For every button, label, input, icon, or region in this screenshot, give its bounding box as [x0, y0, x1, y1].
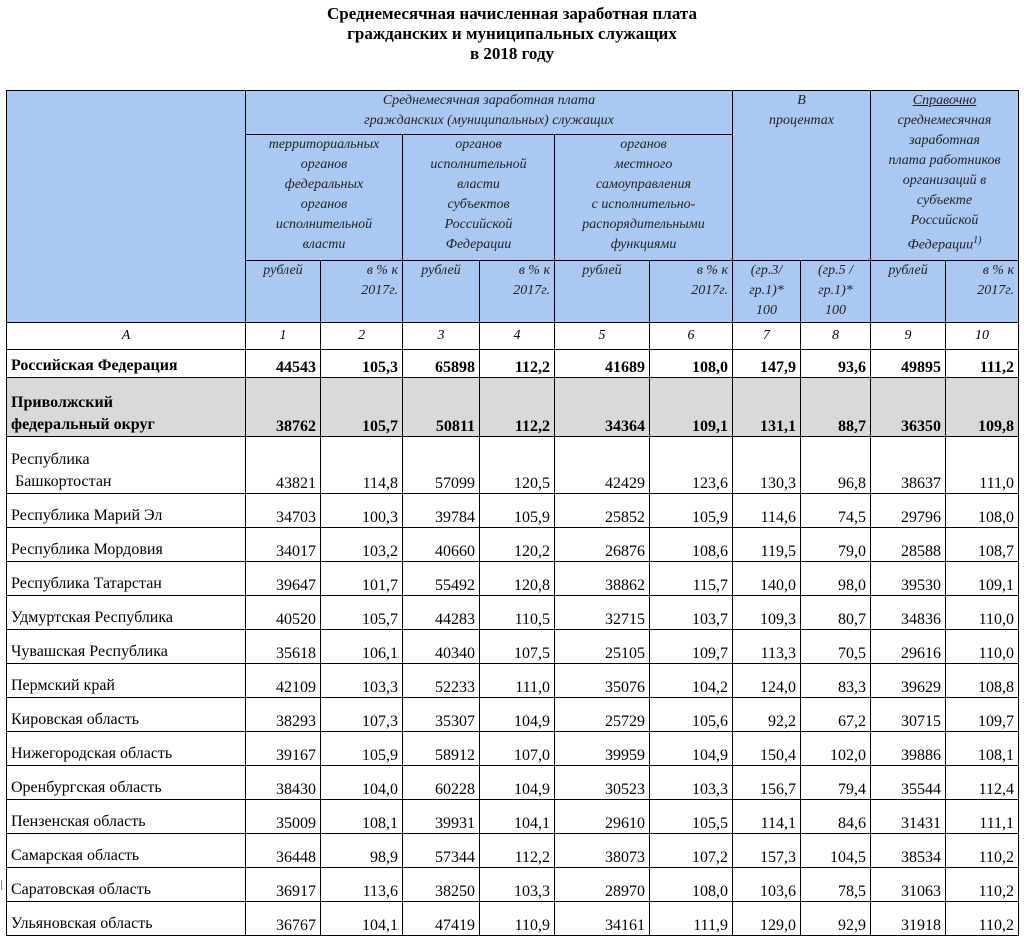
cell-col-2: 105,7 — [321, 596, 403, 630]
region-name: Самарская область — [7, 834, 246, 868]
cell-col-3: 40340 — [403, 630, 480, 664]
cell-col-8: 92,9 — [801, 902, 871, 936]
cell-col-2: 108,1 — [321, 800, 403, 834]
cell-col-10: 110,2 — [946, 834, 1019, 868]
cell-col-2: 101,7 — [321, 562, 403, 596]
cell-col-5: 25105 — [555, 630, 650, 664]
unit-pct-4: в % к 2017г. — [480, 261, 555, 323]
cell-col-1: 39167 — [246, 732, 321, 766]
cell-col-10: 108,8 — [946, 664, 1019, 698]
cell-col-6: 108,0 — [650, 350, 733, 378]
cell-col-4: 104,1 — [480, 800, 555, 834]
cell-col-1: 36448 — [246, 834, 321, 868]
region-name: Оренбургская область — [7, 766, 246, 800]
cell-col-9: 31063 — [871, 868, 946, 902]
cell-col-8: 80,7 — [801, 596, 871, 630]
cell-col-10: 110,0 — [946, 630, 1019, 664]
cell-col-9: 38534 — [871, 834, 946, 868]
table-row — [7, 596, 1019, 630]
cell-col-5: 32715 — [555, 596, 650, 630]
cell-col-9: 39530 — [871, 562, 946, 596]
cell-col-5: 35076 — [555, 664, 650, 698]
cell-col-9: 31918 — [871, 902, 946, 936]
cell-col-10: 110,2 — [946, 868, 1019, 902]
cell-col-3: 50811 — [403, 378, 480, 437]
cell-col-8: 96,8 — [801, 437, 871, 494]
cell-col-4: 104,9 — [480, 766, 555, 800]
cell-col-4: 120,2 — [480, 528, 555, 562]
cell-col-2: 113,6 — [321, 868, 403, 902]
cell-col-9: 28588 — [871, 528, 946, 562]
cell-col-2: 114,8 — [321, 437, 403, 494]
cell-col-9: 38637 — [871, 437, 946, 494]
cell-col-2: 107,3 — [321, 698, 403, 732]
cell-col-8: 104,5 — [801, 834, 871, 868]
unit-pct-2: в % к 2017г. — [321, 261, 403, 323]
cell-col-10: 111,0 — [946, 437, 1019, 494]
unit-gr8: (гр.5 / гр.1)* 100 — [801, 261, 871, 323]
cell-col-7: 130,3 — [733, 437, 801, 494]
cell-col-8: 83,3 — [801, 664, 871, 698]
cell-col-5: 25729 — [555, 698, 650, 732]
cell-col-9: 29796 — [871, 494, 946, 528]
cell-col-3: 60228 — [403, 766, 480, 800]
cell-col-1: 35618 — [246, 630, 321, 664]
cell-col-8: 102,0 — [801, 732, 871, 766]
cell-col-8: 98,0 — [801, 562, 871, 596]
cell-col-1: 42109 — [246, 664, 321, 698]
cell-col-3: 52233 — [403, 664, 480, 698]
cell-col-1: 35009 — [246, 800, 321, 834]
cell-col-8: 74,5 — [801, 494, 871, 528]
cell-col-5: 26876 — [555, 528, 650, 562]
cell-col-6: 104,2 — [650, 664, 733, 698]
region-name: Республика Татарстан — [7, 562, 246, 596]
cell-col-2: 98,9 — [321, 834, 403, 868]
cell-col-6: 111,9 — [650, 902, 733, 936]
cell-col-9: 35544 — [871, 766, 946, 800]
cell-col-1: 38430 — [246, 766, 321, 800]
cell-col-7: 140,0 — [733, 562, 801, 596]
cell-col-2: 104,1 — [321, 902, 403, 936]
region-name: Российская Федерация — [7, 350, 246, 378]
cell-col-6: 109,7 — [650, 630, 733, 664]
cell-col-10: 108,0 — [946, 494, 1019, 528]
region-name: Чувашская Республика — [7, 630, 246, 664]
cell-col-6: 105,5 — [650, 800, 733, 834]
cell-col-1: 38762 — [246, 378, 321, 437]
cell-col-4: 120,5 — [480, 437, 555, 494]
table-row — [7, 902, 1019, 936]
unit-pct-10: в % к 2017г. — [946, 261, 1019, 323]
cell-col-1: 34703 — [246, 494, 321, 528]
region-name: Пензенская область — [7, 800, 246, 834]
unit-pct-6: в % к 2017г. — [650, 261, 733, 323]
cell-col-10: 109,1 — [946, 562, 1019, 596]
region-name: Кировская область — [7, 698, 246, 732]
cell-col-10: 112,4 — [946, 766, 1019, 800]
table-row — [7, 698, 1019, 732]
cell-col-4: 104,9 — [480, 698, 555, 732]
cell-col-9: 31431 — [871, 800, 946, 834]
cell-col-10: 109,8 — [946, 378, 1019, 437]
left-edge-mark — [1, 880, 4, 890]
cell-col-1: 34017 — [246, 528, 321, 562]
header-group-reference: Справочно среднемесячная заработная плата работников организаций в субъекте Российской Федерации$^{1)}$ — [871, 91, 1019, 261]
cell-col-1: 36917 — [246, 868, 321, 902]
region-name: Республика Башкортостан — [7, 437, 246, 494]
cell-col-8: 93,6 — [801, 350, 871, 378]
cell-col-9: 39886 — [871, 732, 946, 766]
cell-col-2: 103,2 — [321, 528, 403, 562]
region-name: Приволжский федеральный округ — [7, 378, 246, 437]
region-name: Республика Марий Эл — [7, 494, 246, 528]
cell-col-4: 112,2 — [480, 378, 555, 437]
cell-col-5: 25852 — [555, 494, 650, 528]
cell-col-8: 79,0 — [801, 528, 871, 562]
cell-col-7: 109,3 — [733, 596, 801, 630]
cell-col-6: 105,6 — [650, 698, 733, 732]
unit-rub-1: рублей — [246, 261, 321, 323]
table-row — [7, 732, 1019, 766]
title-line-3: в 2018 году — [469, 44, 555, 63]
cell-col-3: 58912 — [403, 732, 480, 766]
cell-col-8: 79,4 — [801, 766, 871, 800]
unit-rub-5: рублей — [555, 261, 650, 323]
cell-col-4: 105,9 — [480, 494, 555, 528]
table-row — [7, 800, 1019, 834]
table-row — [7, 766, 1019, 800]
header-group-avg-salary: Среднемесячная заработная плата гражданских (муниципальных) служащих — [246, 91, 733, 135]
cell-col-5: 38862 — [555, 562, 650, 596]
cell-col-1: 38293 — [246, 698, 321, 732]
cell-col-9: 30715 — [871, 698, 946, 732]
cell-col-4: 103,3 — [480, 868, 555, 902]
cell-col-6: 107,2 — [650, 834, 733, 868]
title-line-2: гражданских и муниципальных служащих — [347, 24, 677, 43]
header-col-a — [7, 91, 246, 323]
region-name: Нижегородская область — [7, 732, 246, 766]
cell-col-6: 109,1 — [650, 378, 733, 437]
cell-col-5: 34364 — [555, 378, 650, 437]
cell-col-9: 29616 — [871, 630, 946, 664]
cell-col-5: 41689 — [555, 350, 650, 378]
cell-col-2: 105,7 — [321, 378, 403, 437]
cell-col-10: 111,1 — [946, 800, 1019, 834]
unit-rub-3: рублей — [403, 261, 480, 323]
region-name: Удмуртская Республика — [7, 596, 246, 630]
document-title — [0, 4, 1024, 64]
cell-col-3: 40660 — [403, 528, 480, 562]
cell-col-9: 39629 — [871, 664, 946, 698]
cell-col-6: 123,6 — [650, 437, 733, 494]
region-name: Республика Мордовия — [7, 528, 246, 562]
cell-col-3: 55492 — [403, 562, 480, 596]
region-name: Пермский край — [7, 664, 246, 698]
cell-col-5: 38073 — [555, 834, 650, 868]
cell-col-7: 147,9 — [733, 350, 801, 378]
cell-col-8: 88,7 — [801, 378, 871, 437]
table-row — [7, 350, 1019, 378]
header-local: органов местного самоуправления с исполнительно- распорядительными функциями — [555, 135, 733, 261]
cell-col-6: 108,0 — [650, 868, 733, 902]
table-row — [7, 834, 1019, 868]
cell-col-4: 112,2 — [480, 834, 555, 868]
cell-col-6: 103,3 — [650, 766, 733, 800]
cell-col-3: 57344 — [403, 834, 480, 868]
cell-col-2: 104,0 — [321, 766, 403, 800]
cell-col-7: 150,4 — [733, 732, 801, 766]
cell-col-7: 114,6 — [733, 494, 801, 528]
header-group-percent: В процентах — [733, 91, 871, 261]
cell-col-9: 36350 — [871, 378, 946, 437]
region-name: Саратовская область — [7, 868, 246, 902]
cell-col-1: 44543 — [246, 350, 321, 378]
unit-gr7: (гр.3/ гр.1)* 100 — [733, 261, 801, 323]
cell-col-7: 156,7 — [733, 766, 801, 800]
cell-col-6: 115,7 — [650, 562, 733, 596]
cell-col-4: 120,8 — [480, 562, 555, 596]
cell-col-6: 108,6 — [650, 528, 733, 562]
cell-col-1: 43821 — [246, 437, 321, 494]
cell-col-1: 40520 — [246, 596, 321, 630]
cell-col-8: 84,6 — [801, 800, 871, 834]
cell-col-2: 103,3 — [321, 664, 403, 698]
cell-col-7: 119,5 — [733, 528, 801, 562]
cell-col-3: 57099 — [403, 437, 480, 494]
cell-col-1: 39647 — [246, 562, 321, 596]
table-row — [7, 378, 1019, 437]
header-territorial: территориальных органов федеральных органов исполнительной власти — [246, 135, 403, 261]
cell-col-3: 35307 — [403, 698, 480, 732]
cell-col-2: 105,9 — [321, 732, 403, 766]
cell-col-8: 67,2 — [801, 698, 871, 732]
cell-col-5: 42429 — [555, 437, 650, 494]
salary-table — [6, 90, 1019, 936]
cell-col-2: 106,1 — [321, 630, 403, 664]
table-row — [7, 562, 1019, 596]
table-row — [7, 868, 1019, 902]
cell-col-3: 44283 — [403, 596, 480, 630]
cell-col-6: 103,7 — [650, 596, 733, 630]
cell-col-6: 104,9 — [650, 732, 733, 766]
table-row — [7, 630, 1019, 664]
cell-col-5: 30523 — [555, 766, 650, 800]
unit-rub-9: рублей — [871, 261, 946, 323]
cell-col-4: 111,0 — [480, 664, 555, 698]
cell-col-10: 110,0 — [946, 596, 1019, 630]
cell-col-2: 100,3 — [321, 494, 403, 528]
table-row — [7, 664, 1019, 698]
cell-col-4: 112,2 — [480, 350, 555, 378]
cell-col-7: 114,1 — [733, 800, 801, 834]
column-number-row: А 1 2 3 4 5 6 7 8 9 10 — [7, 323, 1019, 350]
cell-col-7: 124,0 — [733, 664, 801, 698]
cell-col-4: 107,0 — [480, 732, 555, 766]
cell-col-7: 131,1 — [733, 378, 801, 437]
title-line-1: Среднемесячная начисленная заработная плата — [327, 4, 697, 23]
cell-col-8: 78,5 — [801, 868, 871, 902]
cell-col-8: 70,5 — [801, 630, 871, 664]
cell-col-6: 105,9 — [650, 494, 733, 528]
cell-col-7: 157,3 — [733, 834, 801, 868]
cell-col-5: 29610 — [555, 800, 650, 834]
cell-col-7: 129,0 — [733, 902, 801, 936]
table-row — [7, 494, 1019, 528]
cell-col-10: 109,7 — [946, 698, 1019, 732]
cell-col-4: 110,9 — [480, 902, 555, 936]
cell-col-3: 65898 — [403, 350, 480, 378]
cell-col-7: 103,6 — [733, 868, 801, 902]
cell-col-7: 92,2 — [733, 698, 801, 732]
table-row — [7, 437, 1019, 494]
table-row — [7, 528, 1019, 562]
cell-col-3: 39931 — [403, 800, 480, 834]
header-executive: органов исполнительной власти субъектов Российской Федерации — [403, 135, 555, 261]
cell-col-3: 38250 — [403, 868, 480, 902]
cell-col-7: 113,3 — [733, 630, 801, 664]
cell-col-5: 34161 — [555, 902, 650, 936]
cell-col-4: 107,5 — [480, 630, 555, 664]
cell-col-10: 108,7 — [946, 528, 1019, 562]
cell-col-2: 105,3 — [321, 350, 403, 378]
cell-col-3: 39784 — [403, 494, 480, 528]
cell-col-1: 36767 — [246, 902, 321, 936]
cell-col-10: 108,1 — [946, 732, 1019, 766]
cell-col-9: 34836 — [871, 596, 946, 630]
region-name: Ульяновская область — [7, 902, 246, 936]
cell-col-4: 110,5 — [480, 596, 555, 630]
cell-col-10: 111,2 — [946, 350, 1019, 378]
cell-col-5: 39959 — [555, 732, 650, 766]
cell-col-3: 47419 — [403, 902, 480, 936]
cell-col-9: 49895 — [871, 350, 946, 378]
cell-col-10: 110,2 — [946, 902, 1019, 936]
cell-col-5: 28970 — [555, 868, 650, 902]
